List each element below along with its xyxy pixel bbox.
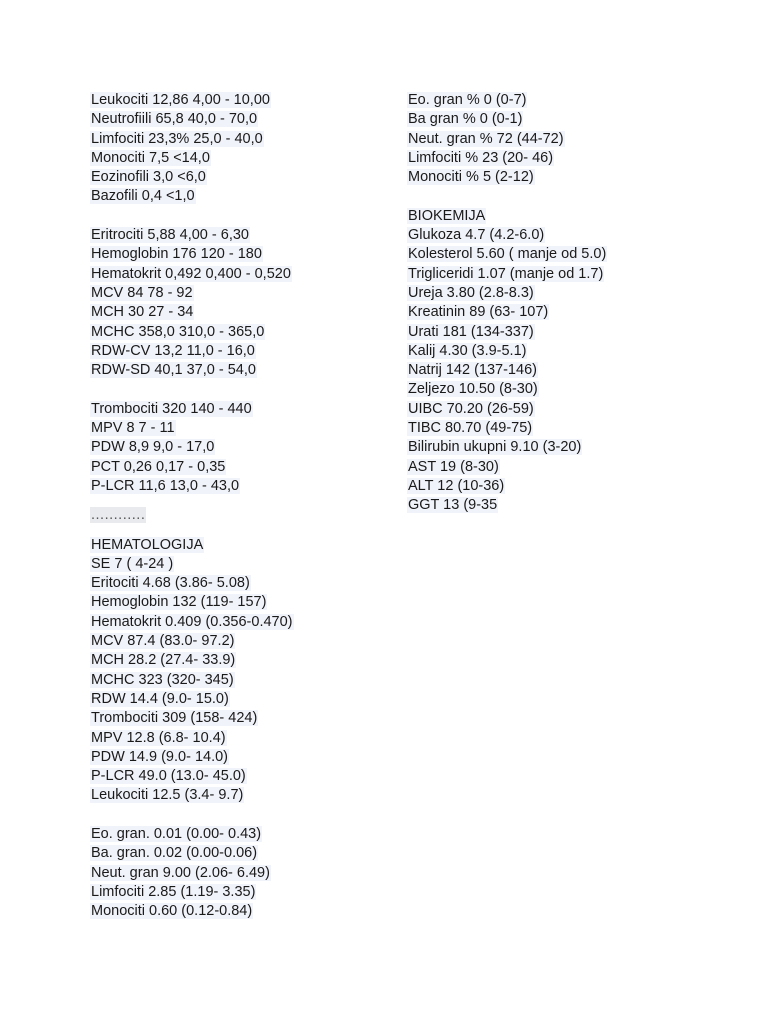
text-line: Zeljezo 10.50 (8-30) [408,381,538,398]
platelet-block [90,400,410,496]
text-line: MPV 8 7 - 11 [91,420,175,437]
text-line: Hematokrit 0,492 0,400 - 0,520 [91,265,291,282]
spacer [90,207,410,226]
section-heading: BIOKEMIJA [408,207,486,224]
text-line: Ba. gran. 0.02 (0.00-0.06) [91,845,258,862]
text-line: Trombociti 320 140 - 440 [91,400,252,417]
text-line: RDW-SD 40,1 37,0 - 54,0 [91,362,256,379]
text-line: ALT 12 (10-36) [408,477,505,494]
text-line: MCH 28.2 (27.4- 33.9) [91,652,236,669]
text-line: Bilirubin ukupni 9.10 (3-20) [408,439,582,456]
granulocyte-block [90,825,410,921]
spacer [90,806,410,825]
percent-block [407,91,727,187]
text-line: Limfociti 2.85 (1.19- 3.35) [91,883,256,900]
text-line: Ureja 3.80 (2.8-8.3) [408,284,534,301]
text-line: Hemoglobin 176 120 - 180 [91,246,262,263]
text-line: P-LCR 49.0 (13.0- 45.0) [91,768,246,785]
text-line: Glukoza 4.7 (4.2-6.0) [408,227,545,244]
text-line: TIBC 80.70 (49-75) [408,420,533,437]
text-line: PDW 8,9 9,0 - 17,0 [91,439,215,456]
text-line: Trigliceridi 1.07 (manje od 1.7) [408,265,604,282]
spacer [90,380,410,399]
text-line: Neut. gran % 72 (44-72) [408,130,564,147]
dotted-separator: ............ [91,507,146,524]
text-line: Natrij 142 (137-146) [408,362,537,379]
text-line: MCH 30 27 - 34 [91,304,194,321]
right-column [407,91,727,516]
spacer [407,187,727,206]
text-line: Neut. gran 9.00 (2.06- 6.49) [91,864,270,881]
text-line: Kalij 4.30 (3.9-5.1) [408,342,527,359]
text-line: MCHC 358,0 310,0 - 365,0 [91,323,265,340]
text-line: MCV 84 78 - 92 [91,284,193,301]
text-line: MCV 87.4 (83.0- 97.2) [91,633,235,650]
text-line: GGT 13 (9-35 [408,497,498,514]
text-line: PDW 14.9 (9.0- 14.0) [91,748,228,765]
erythrocyte-block [90,226,410,380]
left-column [90,91,410,921]
text-line: Eozinofili 3,0 <6,0 [91,169,206,186]
text-line: Neutrofiili 65,8 40,0 - 70,0 [91,111,258,128]
text-line: Ba gran % 0 (0-1) [408,111,523,128]
text-line: AST 19 (8-30) [408,458,499,475]
text-line: SE 7 ( 4-24 ) [91,555,174,572]
text-line: Bazofili 0,4 <1,0 [91,188,195,205]
text-line: MPV 12.8 (6.8- 10.4) [91,729,226,746]
text-line: Kolesterol 5.60 ( manje od 5.0) [408,246,607,263]
text-line: Monociti % 5 (2-12) [408,169,534,186]
text-line: Urati 181 (134-337) [408,323,534,340]
text-line: UIBC 70.20 (26-59) [408,400,534,417]
biochemistry-block [407,207,727,516]
text-line: Trombociti 309 (158- 424) [91,710,258,727]
text-line: Hematokrit 0.409 (0.356-0.470) [91,613,293,630]
text-line: Eo. gran % 0 (0-7) [408,92,527,108]
text-line: MCHC 323 (320- 345) [91,671,234,688]
text-line: Leukociti 12.5 (3.4- 9.7) [91,787,244,804]
text-line: RDW-CV 13,2 11,0 - 16,0 [91,342,255,359]
text-line: Limfociti 23,3% 25,0 - 40,0 [91,130,263,147]
section-heading: HEMATOLOGIJA [91,536,204,553]
text-line: Eo. gran. 0.01 (0.00- 0.43) [91,825,262,842]
text-line: RDW 14.4 (9.0- 15.0) [91,690,229,707]
text-line: PCT 0,26 0,17 - 0,35 [91,458,226,475]
text-line: Kreatinin 89 (63- 107) [408,304,549,321]
differential-block [90,91,410,207]
spacer [90,526,410,536]
text-line: Limfociti % 23 (20- 46) [408,149,554,166]
spacer [90,496,410,506]
text-line: Eritociti 4.68 (3.86- 5.08) [91,575,250,592]
text-line: Monociti 0.60 (0.12-0.84) [91,903,253,920]
text-line: Leukociti 12,86 4,00 - 10,00 [91,92,270,108]
hematology-block [90,536,410,806]
text-line: Monociti 7,5 <14,0 [91,149,210,166]
text-line: Eritrociti 5,88 4,00 - 6,30 [91,227,249,244]
text-line: Hemoglobin 132 (119- 157) [91,594,267,611]
text-line: P-LCR 11,6 13,0 - 43,0 [91,477,240,494]
